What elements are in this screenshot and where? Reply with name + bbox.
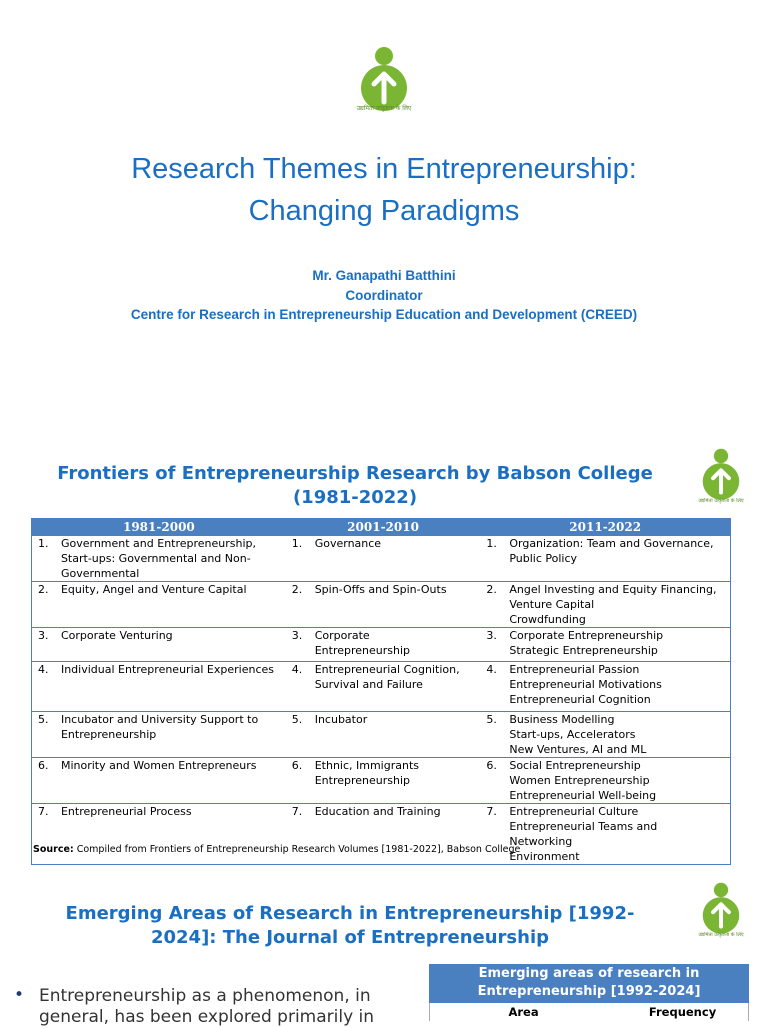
title-line-2: Changing Paradigms <box>248 195 520 227</box>
row-number: 3. <box>480 628 507 662</box>
cell-line: Incubator and University Support to <box>60 713 259 726</box>
cell-line: Equity, Angel and Venture Capital <box>60 583 247 596</box>
table-row <box>32 628 731 662</box>
row-number: 5. <box>286 712 313 758</box>
row-number: 2. <box>286 582 313 628</box>
creed-logo-small-2 <box>694 880 748 944</box>
bullet-dot-icon: • <box>14 985 25 1005</box>
cell-line: Venture Capital <box>509 598 595 611</box>
row-number: 6. <box>286 758 313 804</box>
table-row <box>32 536 731 582</box>
column-area: Area <box>508 1005 539 1019</box>
table-body <box>32 536 731 865</box>
row-number: 6. <box>480 758 507 804</box>
row-number: 4. <box>32 662 59 712</box>
cell-line: Entrepreneurial Cognition <box>509 693 651 706</box>
row-number: 4. <box>286 662 313 712</box>
cell-line: Governmental <box>60 567 140 580</box>
logo-mark-icon <box>694 880 748 938</box>
slide2-title-line-2: (1981-2022) <box>292 487 418 508</box>
cell-line: Crowdfunding <box>509 613 586 626</box>
table-row <box>32 712 731 758</box>
table-cell <box>507 712 730 758</box>
research-themes-table <box>31 518 731 865</box>
table-row <box>32 662 731 712</box>
row-number: 2. <box>32 582 59 628</box>
source-text: Compiled from Frontiers of Entrepreneurship Research Volumes [1981-2022], Babson College <box>76 844 521 855</box>
table-row <box>32 758 731 804</box>
bullet-line-2: general, has been explored primarily in <box>39 1007 375 1027</box>
cell-line: Entrepreneurship <box>314 644 410 657</box>
cell-line: Entrepreneurial Cognition, <box>314 663 460 676</box>
table-cell <box>59 628 286 662</box>
row-number: 3. <box>286 628 313 662</box>
row-number: 7. <box>480 804 507 865</box>
presenter-role: Coordinator <box>345 287 423 303</box>
cell-line: Government and Entrepreneurship, <box>60 537 257 550</box>
table-cell <box>59 712 286 758</box>
table-cell <box>313 536 481 582</box>
slide3-title <box>20 902 680 950</box>
cell-line: New Ventures, AI and ML <box>509 743 647 756</box>
slide2-title-line-1: Frontiers of Entrepreneurship Research by Babson College <box>57 463 653 484</box>
emerging-columns-row <box>429 1003 749 1021</box>
cell-line: Entrepreneurial Teams and <box>509 820 658 833</box>
creed-logo <box>350 44 418 116</box>
logo-mark-icon <box>694 446 748 504</box>
table-cell <box>59 582 286 628</box>
table-cell <box>507 758 730 804</box>
row-number: 7. <box>32 804 59 865</box>
cell-line: Entrepreneurship <box>314 774 410 787</box>
presenter-block <box>0 266 768 325</box>
cell-line: Entrepreneurial Passion <box>509 663 640 676</box>
row-number: 5. <box>480 712 507 758</box>
cell-line: Organization: Team and Governance, <box>509 537 714 550</box>
cell-line: Social Entrepreneurship <box>509 759 641 772</box>
column-frequency: Frequency <box>648 1005 717 1019</box>
logo-caption: उद्यमिता उत्कृष्टता के लिए <box>698 932 744 938</box>
table-cell <box>313 712 481 758</box>
cell-line: Governance <box>314 537 382 550</box>
cell-line: Entrepreneurial Well-being <box>509 789 657 802</box>
row-number: 3. <box>32 628 59 662</box>
table-cell <box>59 662 286 712</box>
cell-line: Environment <box>509 850 580 863</box>
table-cell <box>507 662 730 712</box>
cell-line: Minority and Women Entrepreneurs <box>60 759 257 772</box>
cell-line: Corporate Venturing <box>60 629 173 642</box>
cell-line: Ethnic, Immigrants <box>314 759 419 772</box>
table-row <box>32 582 731 628</box>
header-2001-2010: 2001-2010 <box>286 519 481 537</box>
logo-caption: उद्यमिता उत्कृष्टता के लिए <box>698 498 744 504</box>
cell-line: Incubator <box>314 713 368 726</box>
row-number: 5. <box>32 712 59 758</box>
slide3-title-line-2: 2024]: The Journal of Entrepreneurship <box>150 927 550 948</box>
cell-line: Entrepreneurial Process <box>60 805 192 818</box>
title-line-1: Research Themes in Entrepreneurship: <box>131 153 637 185</box>
cell-line: Public Policy <box>509 552 578 565</box>
creed-logo-small <box>694 446 748 510</box>
cell-line: Entrepreneurship <box>60 728 157 741</box>
row-number: 4. <box>480 662 507 712</box>
cell-line: Women Entrepreneurship <box>509 774 650 787</box>
table-cell <box>59 758 286 804</box>
slide1-title <box>0 148 768 232</box>
source-label: Source: <box>33 844 74 855</box>
presenter-name: Mr. Ganapathi Batthini <box>312 268 456 283</box>
emerging-header-line-2: Entrepreneurship [1992-2024] <box>477 984 701 999</box>
emerging-areas-table <box>429 964 749 1024</box>
cell-line: Corporate Entrepreneurship <box>509 629 664 642</box>
table-cell <box>59 536 286 582</box>
emerging-header-line-1: Emerging areas of research in <box>478 966 700 981</box>
cell-line: Survival and Failure <box>314 678 423 691</box>
cell-line: Education and Training <box>314 805 441 818</box>
cell-line: Networking <box>509 835 573 848</box>
cell-line: Spin-Offs and Spin-Outs <box>314 583 447 596</box>
cell-line: Strategic Entrepreneurship <box>509 644 658 657</box>
row-number: 1. <box>32 536 59 582</box>
row-number: 2. <box>480 582 507 628</box>
header-1981-2000: 1981-2000 <box>32 519 286 537</box>
cell-line: Entrepreneurial Culture <box>509 805 639 818</box>
row-number: 6. <box>32 758 59 804</box>
header-2011-2022: 2011-2022 <box>480 519 730 537</box>
table-cell <box>313 582 481 628</box>
row-number: 1. <box>286 536 313 582</box>
row-number: 1. <box>480 536 507 582</box>
logo-caption: उद्यमिता उत्कृष्टता के लिए <box>356 105 412 112</box>
slide3-title-line-1: Emerging Areas of Research in Entrepreneurship [1992- <box>65 903 635 924</box>
cell-line: Start-ups, Accelerators <box>509 728 636 741</box>
table-cell <box>507 804 730 865</box>
table-cell <box>507 582 730 628</box>
table-cell <box>313 662 481 712</box>
cell-line: Angel Investing and Equity Financing, <box>509 583 717 596</box>
cell-line: Corporate <box>314 629 370 642</box>
table-header-row <box>32 519 731 537</box>
row-number: 7. <box>286 804 313 865</box>
bullet-line-1: Entrepreneurship as a phenomenon, in <box>39 986 371 1006</box>
table-cell <box>313 758 481 804</box>
presenter-centre: Centre for Research in Entrepreneurship Education and Development (CREED) <box>130 307 638 322</box>
table-cell <box>313 628 481 662</box>
slide2-title <box>20 462 690 510</box>
emerging-areas-header <box>429 964 749 1003</box>
cell-line: Business Modelling <box>509 713 615 726</box>
bullet-text <box>39 986 404 1028</box>
cell-line: Start-ups: Governmental and Non- <box>60 552 251 565</box>
table-cell <box>507 628 730 662</box>
cell-line: Entrepreneurial Motivations <box>509 678 662 691</box>
table-source <box>33 844 520 856</box>
table-cell <box>507 536 730 582</box>
cell-line: Individual Entrepreneurial Experiences <box>60 663 274 676</box>
